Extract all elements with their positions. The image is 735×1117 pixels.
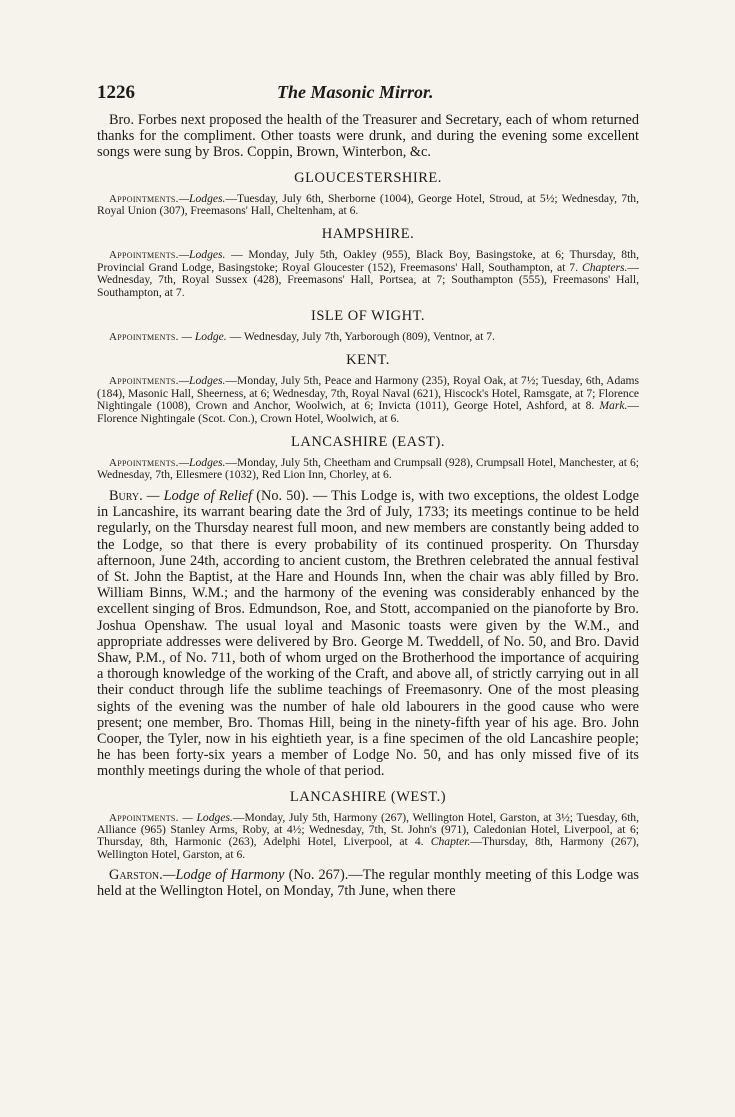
appointments-label: Appointments. (109, 375, 179, 388)
running-title: The Masonic Mirror. (277, 82, 434, 102)
report-bury (97, 488, 639, 780)
appointments-text-2: —Thursday, 8th, Harmony (267), Wellington Hotel, Garston, at 6. (97, 835, 639, 861)
appointments-label: Appointments. (109, 331, 179, 344)
lodges-label: —Lodges. (178, 374, 226, 388)
appointments-label: Appointments. (109, 192, 179, 205)
heading-kent: KENT. (346, 352, 390, 369)
appointments-label: Appointments. (109, 457, 179, 470)
appointments-text: —Tuesday, July 6th, Sherborne (1004), George Hotel, Stroud, at 5½; Wednesday, 7th, Royal Union (307), Freemasons' Hall, Cheltenham, at 6. (97, 191, 639, 218)
page-header (97, 82, 639, 104)
page-number: 1226 (97, 82, 135, 103)
report-lodge-name: — Lodge of Relief (142, 487, 253, 504)
appointments-hampshire (97, 249, 639, 299)
appointments-label: Appointments. (109, 249, 179, 262)
heading-lancashire-east: LANCASHIRE (EAST). (291, 434, 445, 451)
lodges-label: —Lodges. (178, 248, 226, 262)
appointments-text-2: —Florence Nightingale (Scot. Con.), Crown Hotel, Woolwich, at 6. (97, 399, 639, 425)
appointments-text: — Monday, July 5th, Oakley (955), Black Boy, Basingstoke, at 6; Thursday, 8th, Provincial Grand Lodge, Basingstoke; Royal Gloucester (152), Freemasons' Hall, Southampton, at 7. (97, 248, 639, 274)
report-garston (97, 867, 639, 899)
appointments-text-2: —Wednesday, 7th, Royal Sussex (428), Freemasons' Hall, Portsea, at 7; Southampton (555), Freemasons' Hall, Southampton, at 7. (97, 260, 639, 299)
page (97, 82, 639, 900)
heading-isle-of-wight: ISLE OF WIGHT. (311, 308, 425, 325)
chapters-label: Chapters. (581, 260, 628, 274)
report-lodge-name: —Lodge of Harmony (162, 867, 285, 884)
mark-label: Mark. (599, 399, 628, 413)
appointments-gloucestershire (97, 193, 639, 218)
appointments-text: —Monday, July 5th, Harmony (267), Wellington Hotel, Garston, at 3½; Tuesday, 6th, Alliance (965) Stanley Arms, Roby, at 4½; Wednesday, 7th, St. John's (971), Caledonian Hotel, Liverpool, at 6; Thursday, 8th, Harmonic (263), Adelphi Hotel, Liverpool, at 4. (97, 810, 639, 849)
report-text: (No. 50). — This Lodge is, with two exceptions, the oldest Lodge in Lancashire, its warrant bearing date the 3rd of July, 1733; its meetings continue to be held regularly, on the Thursday nearest full moon, and new members are constantly being added to the Lodge, so that there is every probability of its continued prosperity. On Thursday afternoon, June 24th, according to ancient custom, the Brethren celebrated the annual festival of St. John the Baptist, at the Hare and Hounds Inn, when the chair was ably filled by Bro. William Binns, W.M.; and the harmony of the evening was considerably enhanced by the excellent singing of Bros. Edmundson, Roe, and Stott, accompanied on the pianoforte by Bro. Joshua Openshaw. The usual loyal and Masonic toasts were given by the W.M., and appropriate addresses were delivered by Bro. George M. Tweddell, of No. 50, and Bro. David Shaw, P.M., of No. 711, both of whom urged on the Brotherhood the importance of acquiring a thorough knowledge of the working of the Craft, and above all, of strictly carrying out in all their conduct through life the sublime teachings of Freemasonry. One of the most pleasing sights of the evening was the number of hale old labourers in the good cause who were present; one member, Bro. Thomas Hill, being in the ninety-fifth year of his age. Bro. John Cooper, the Tyler, now in his eightieth year, is a fine specimen of the old Lancashire people; he has been forty-six years a member of Lodge No. 50, and has only missed five of its monthly meetings during the whole of that period. (97, 487, 640, 780)
appointments-lancashire-west (97, 812, 639, 862)
report-place: Garston. (109, 867, 163, 884)
chapter-label: Chapter. (430, 835, 471, 849)
appointments-isle-of-wight (97, 331, 639, 343)
lodges-label: —Lodges. (178, 456, 226, 470)
appointments-kent (97, 375, 639, 425)
heading-hampshire: HAMPSHIRE. (321, 226, 415, 243)
lodges-label: —Lodges. (178, 191, 226, 205)
lodges-label: — Lodges. (178, 810, 233, 824)
appointments-label: Appointments. (109, 811, 179, 824)
appointments-text: — Wednesday, July 7th, Yarborough (809), Ventnor, at 7. (226, 330, 495, 344)
heading-gloucestershire: GLOUCESTERSHIRE. (294, 169, 442, 186)
report-text: (No. 267).—The regular monthly meeting of this Lodge was held at the Wellington Hotel, on Monday, 7th June, when there (97, 867, 639, 900)
lodge-label: — Lodge. (178, 330, 227, 344)
report-place: Bury. (109, 487, 143, 504)
appointments-text: —Monday, July 5th, Peace and Harmony (235), Royal Oak, at 7½; Tuesday, 6th, Adams (184), Masonic Hall, Sheerness, at 6; Wednesday, 7th, Royal Naval (621), Hiscock's Hotel, Ramsgate, at 7; Florence Nightingale (1008), Crown and Anchor, Woolwich, at 6; Invicta (1011), George Hotel, Ashford, at 8. (97, 374, 639, 413)
intro-paragraph: Bro. Forbes next proposed the health of the Treasurer and Secretary, each of whom returned thanks for the compliment. Other toasts were drunk, and during the evening some excellent songs were sung by Bros. Coppin, Brown, Winterbon, &c. (97, 112, 639, 161)
appointments-lancashire-east (97, 457, 639, 482)
appointments-text: —Monday, July 5th, Cheetham and Crumpsall (928), Crumpsall Hotel, Manchester, at 6; Wednesday, 7th, Ellesmere (1032), Red Lion Inn, Chorley, at 6. (97, 456, 639, 482)
heading-lancashire-west: LANCASHIRE (WEST.) (289, 788, 447, 805)
